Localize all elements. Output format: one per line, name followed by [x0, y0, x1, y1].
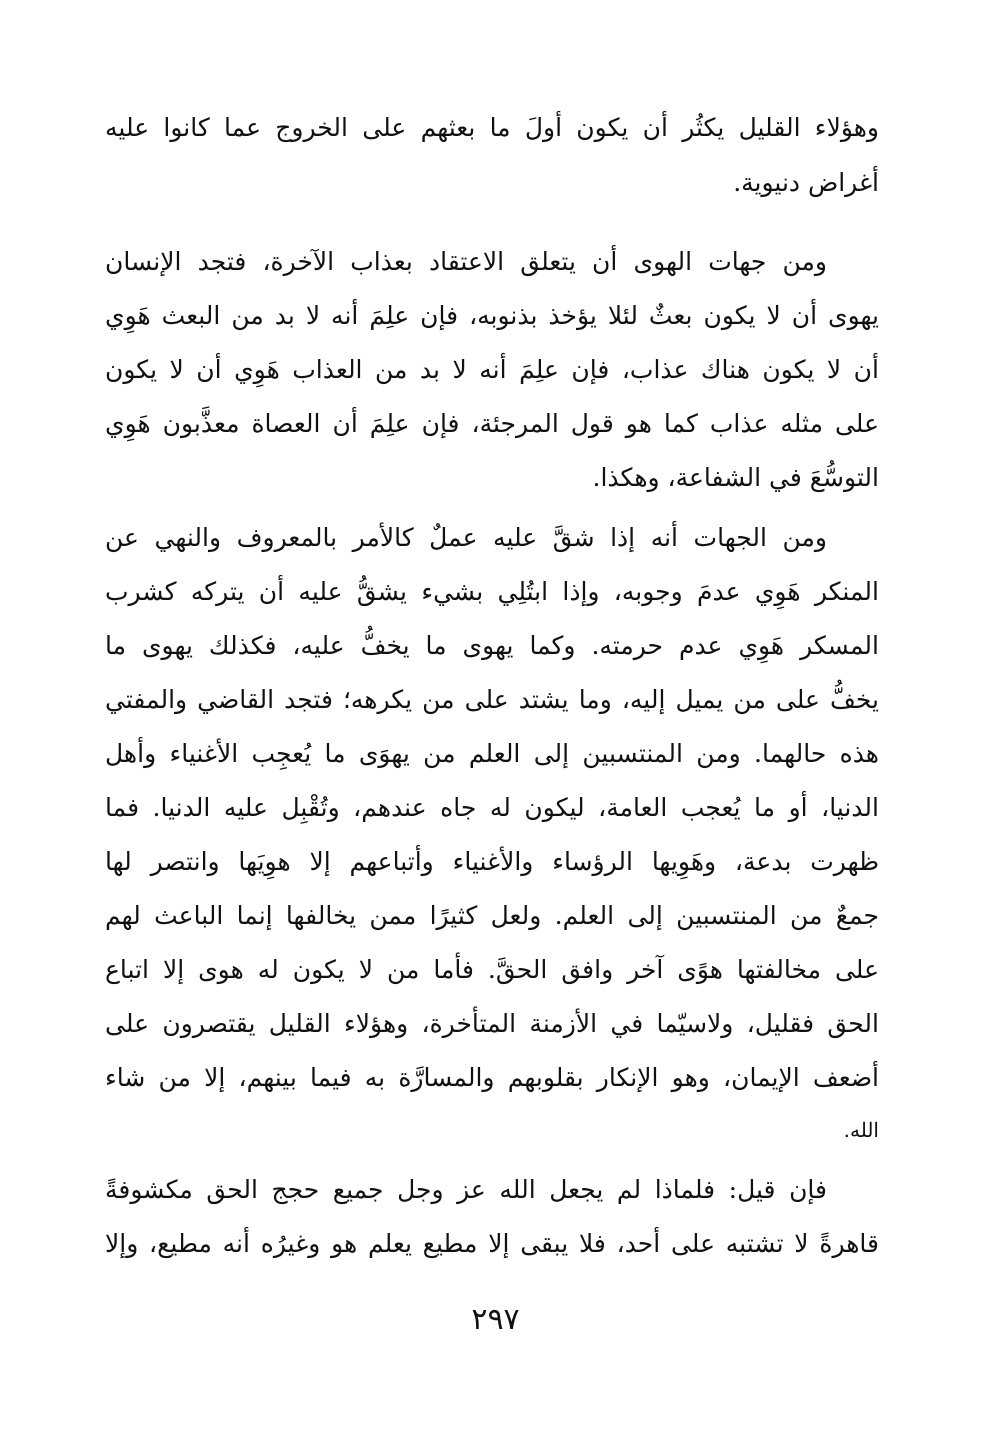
- text-line: المسكر هَوِي عدم حرمته. وكما يهوى ما يخفُّ عليه، فكذلك يهوى ما: [105, 631, 879, 660]
- text-line: الدنيا، أو ما يُعجب العامة، ليكون له جاه عندهم، وتُقْبِل عليه الدنيا. فما: [105, 793, 879, 822]
- text-line: هذه حالهما. ومن المنتسبين إلى العلم من يهوَى ما يُعجِب الأغنياء وأهل: [105, 739, 879, 768]
- text-line: ظهرت بدعة، وهَوِيها الرؤساء والأغنياء وأتباعهم إلا هوِيَها وانتصر لها: [105, 847, 879, 876]
- text-line: يهوى أن لا يكون بعثٌ لئلا يؤخذ بذنوبه، فإن علِمَ أنه لا بد من البعث هَوِي: [105, 301, 879, 330]
- text-line: وهؤلاء القليل يكثُر أن يكون أولَ ما بعثهم على الخروج عما كانوا عليه: [105, 113, 879, 142]
- text-line: المنكر هَوِي عدمَ وجوبه، وإذا ابتُلِي بشيء يشقُّ عليه أن يتركه كشرب: [105, 577, 879, 606]
- text-line: أن لا يكون هناك عذاب، فإن علِمَ أنه لا بد من العذاب هَوِي أن لا يكون: [105, 355, 879, 384]
- text-line: أغراض دنيوية.: [733, 168, 879, 197]
- indented-line-text: ومن جهات الهوى أن يتعلق الاعتقاد بعذاب الآخرة، فتجد الإنسان: [105, 247, 827, 276]
- text-line: على مثله عذاب كما هو قول المرجئة، فإن علِمَ أن العصاة معذَّبون هَوِي: [105, 409, 879, 438]
- text-line: على مخالفتها هوًى آخر وافق الحقَّ. فأما من لا يكون له هوى إلا اتباع: [105, 955, 879, 984]
- text-line: الله.: [843, 1118, 879, 1142]
- text-line: الحق فقليل، ولاسيّما في الأزمنة المتأخرة، وهؤلاء القليل يقتصرون على: [105, 1009, 879, 1038]
- page-number: ٢٩٧: [471, 1302, 520, 1337]
- indented-line-text: ومن الجهات أنه إذا شقَّ عليه عملٌ كالأمر بالمعروف والنهي عن: [105, 523, 827, 552]
- text-line: أضعف الإيمان، وهو الإنكار بقلوبهم والمسارَّة به فيما بينهم، إلا من شاء: [105, 1063, 879, 1092]
- text-line: جمعٌ من المنتسبين إلى العلم. ولعل كثيرًا ممن يخالفها إنما الباعث لهم: [105, 901, 879, 930]
- text-line: يخفُّ على من يميل إليه، وما يشتد على من يكرهه؛ فتجد القاضي والمفتي: [105, 685, 879, 714]
- text-line: [105, 236, 879, 288]
- text-line: [105, 512, 879, 564]
- indented-line-text: فإن قيل: فلماذا لم يجعل الله عز وجل جميع حجج الحق مكشوفةً: [105, 1175, 827, 1204]
- text-line: [105, 1164, 879, 1216]
- text-line: قاهرةً لا تشتبه على أحد، فلا يبقى إلا مطيع يعلم هو وغيرُه أنه مطيع، وإلا: [105, 1229, 879, 1258]
- text-line: التوسُّعَ في الشفاعة، وهكذا.: [592, 463, 879, 492]
